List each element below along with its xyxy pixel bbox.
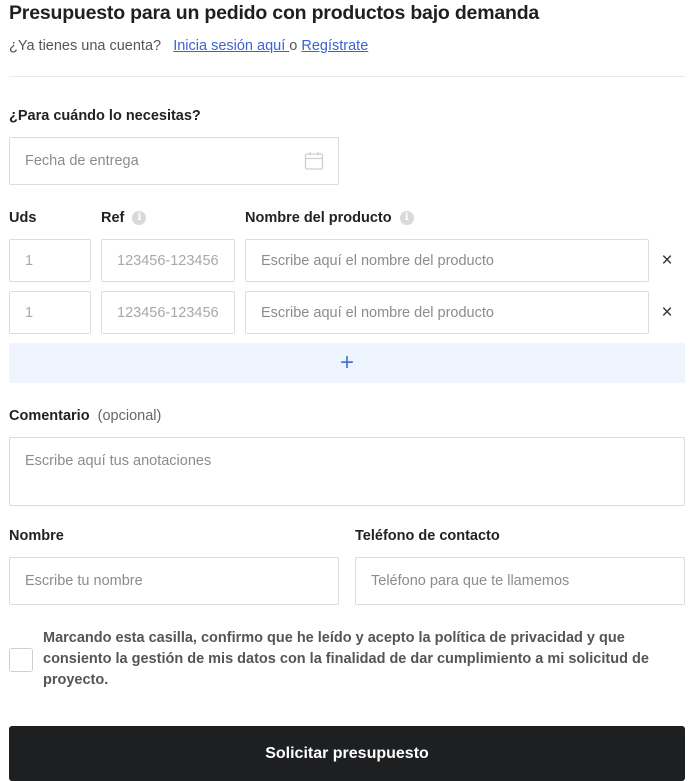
delivery-date-placeholder: Fecha de entrega [25,153,139,169]
comment-textarea[interactable]: Escribe aquí tus anotaciones [9,437,685,506]
plus-icon: + [339,349,354,376]
units-column-header: Uds [9,210,37,226]
account-question: ¿Ya tienes una cuenta? [9,38,162,54]
phone-label: Teléfono de contacto [355,528,500,544]
delivery-label: ¿Para cuándo lo necesitas? [9,108,201,124]
units-input[interactable]: 1 [9,239,91,282]
comment-label-text: Comentario [9,408,90,424]
header-divider [9,76,685,77]
ref-input[interactable]: 123456-123456 [101,291,235,334]
add-product-row-button[interactable] [9,343,685,383]
remove-row-close-icon[interactable]: × [661,250,673,271]
product-name-input[interactable]: Escribe aquí el nombre del producto [245,291,649,334]
ref-column-header [101,210,146,226]
delivery-date-input[interactable] [9,137,339,185]
name-input[interactable]: Escribe tu nombre [9,557,339,605]
submit-quote-button[interactable]: Solicitar presupuesto [9,726,685,781]
remove-row-close-icon[interactable]: × [661,302,673,323]
name-column-label: Nombre del producto [245,210,392,226]
units-input[interactable]: 1 [9,291,91,334]
privacy-consent-checkbox[interactable] [9,648,33,672]
comment-label [9,408,161,424]
ref-input[interactable]: 123456-123456 [101,239,235,282]
or-separator: o [289,38,298,54]
product-name-input[interactable]: Escribe aquí el nombre del producto [245,239,649,282]
ref-column-label: Ref [101,210,125,226]
phone-input[interactable]: Teléfono para que te llamemos [355,557,685,605]
privacy-consent-text: Marcando esta casilla, confirmo que he leído y acepto la política de privacidad y que consiento la gestión de mis datos con la finalidad de dar cumplimiento a mi solicitud de proyecto. [43,630,649,688]
name-column-header [245,210,414,226]
page-title: Presupuesto para un pedido con productos bajo demanda [9,2,540,24]
account-prompt [9,38,368,54]
comment-optional-text: (opcional) [97,408,162,424]
calendar-icon[interactable] [304,151,324,175]
name-info-icon[interactable]: i [400,211,414,225]
ref-info-icon[interactable]: i [132,211,146,225]
login-link[interactable]: Inicia sesión aquí [173,38,290,54]
name-label: Nombre [9,528,64,544]
register-link[interactable]: Regístrate [301,38,369,54]
